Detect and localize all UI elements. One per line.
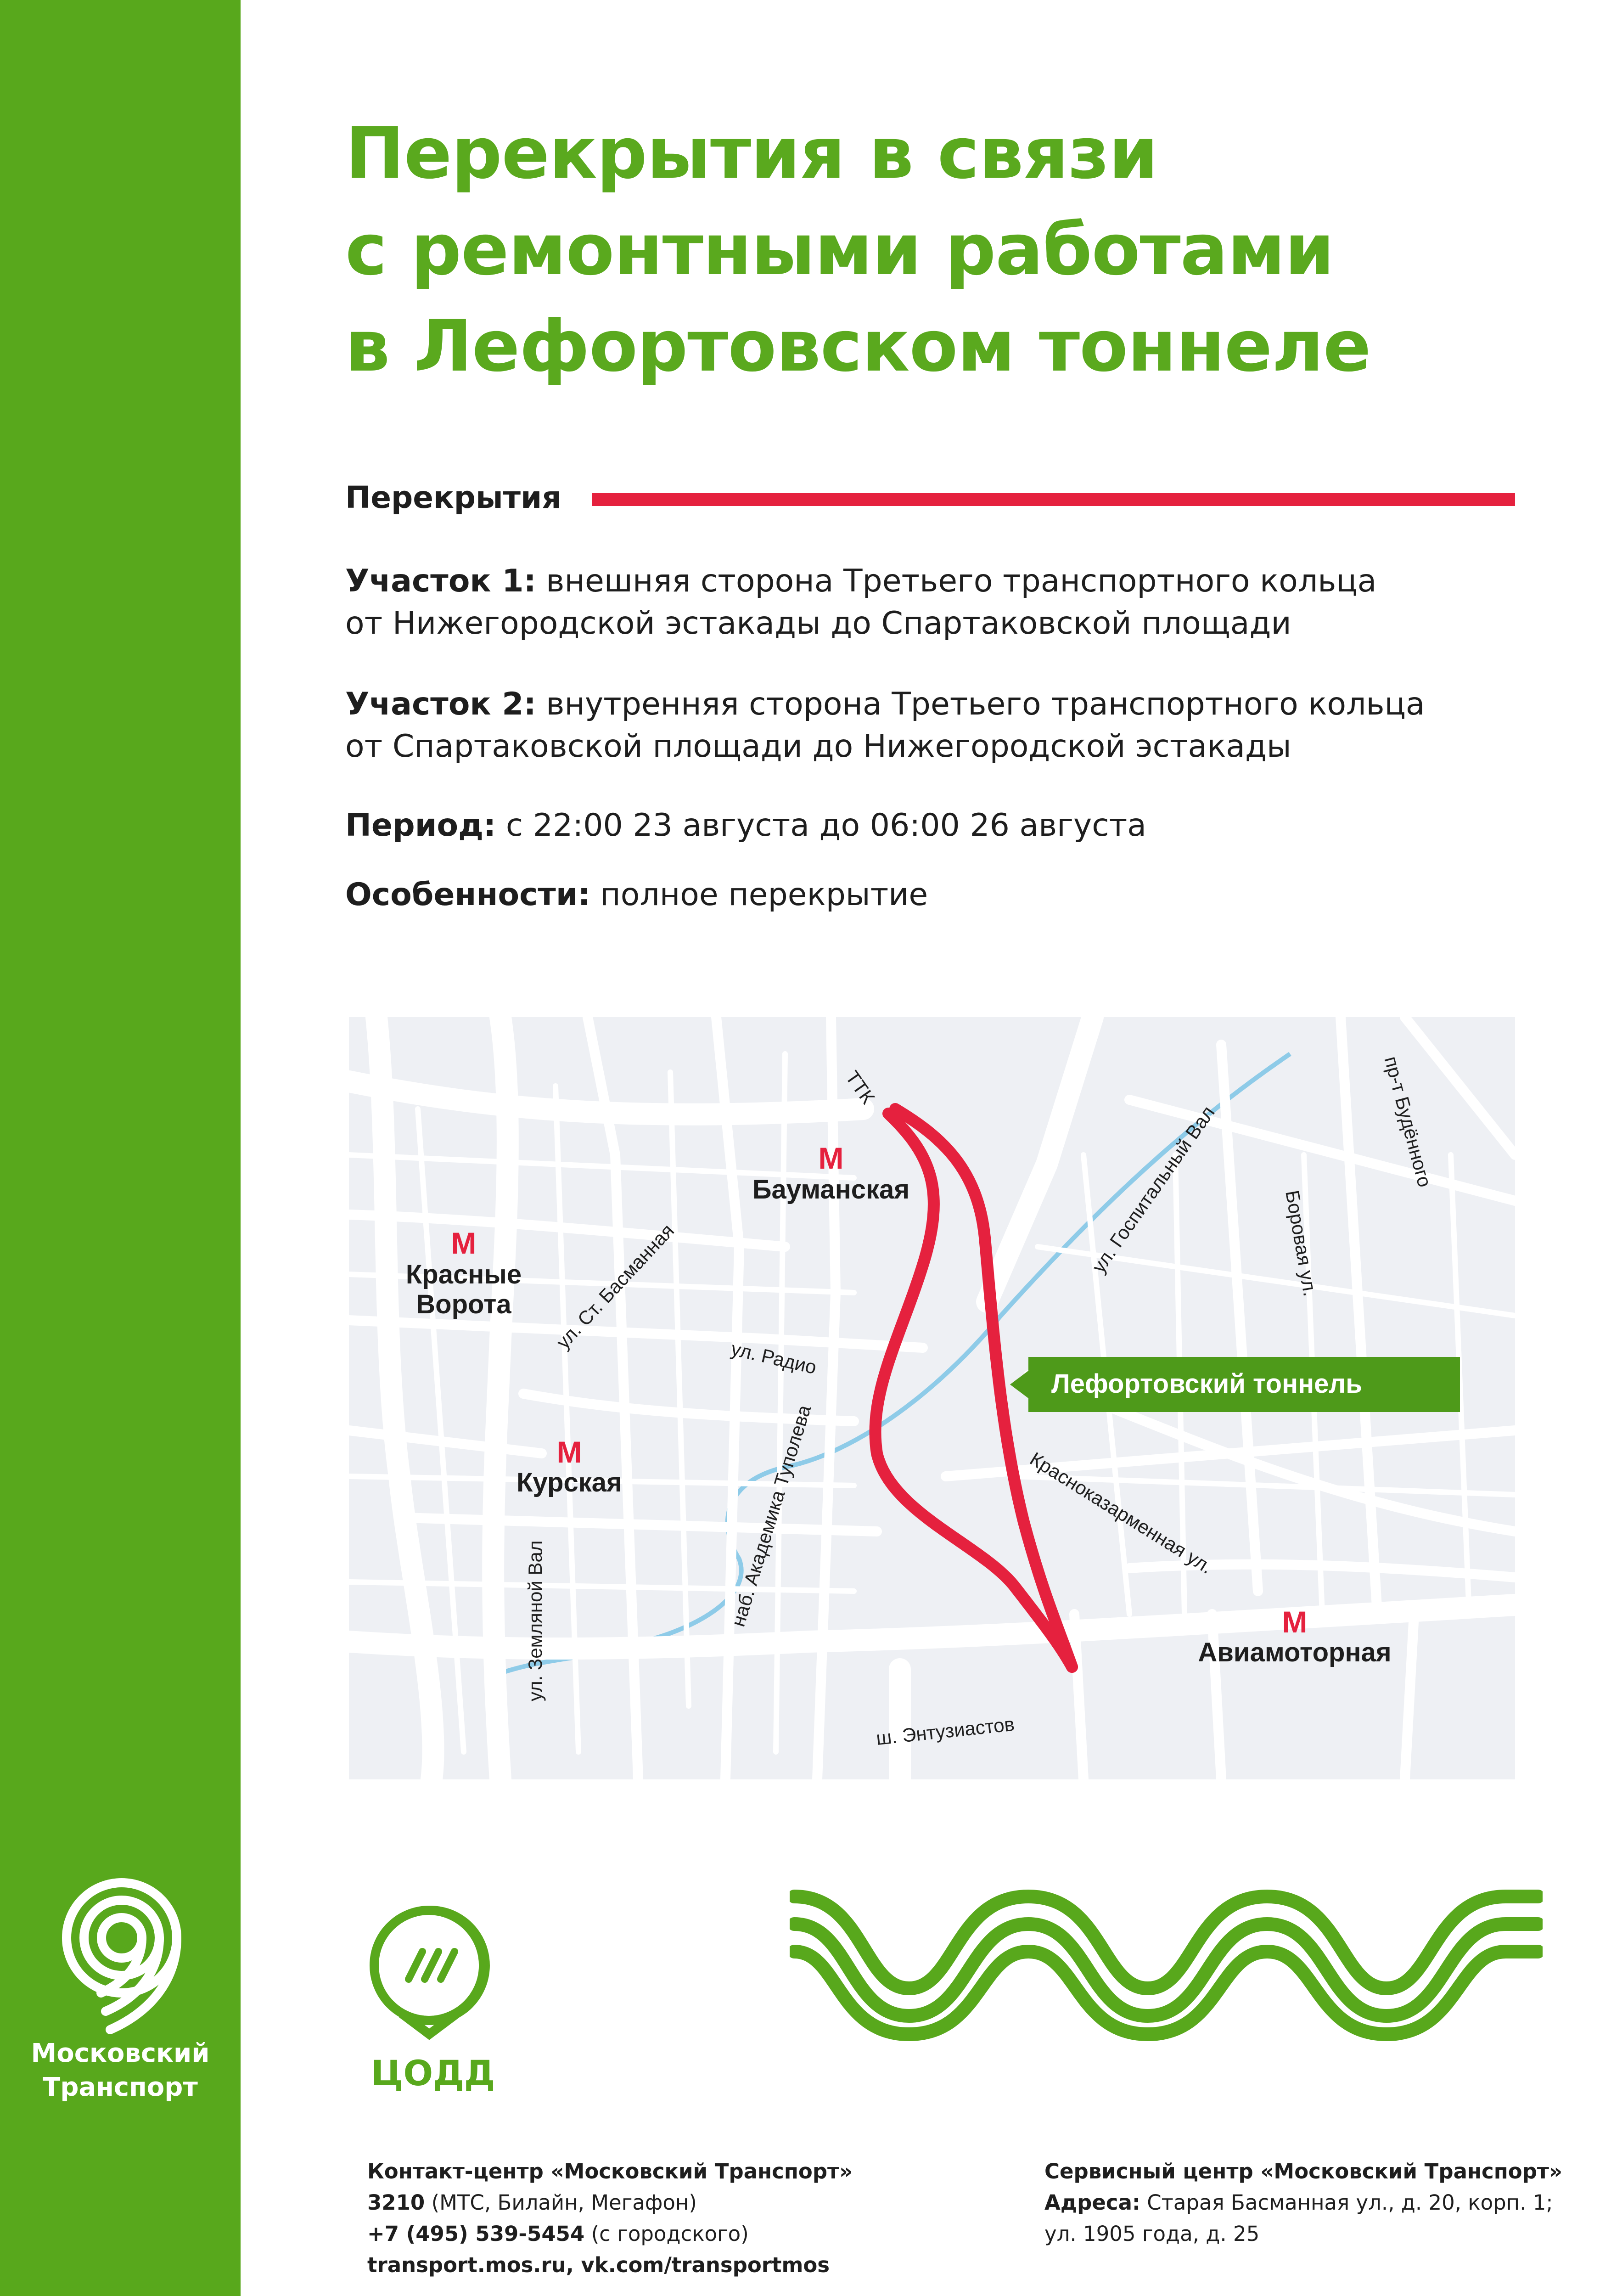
street-gospitalny-val: ул. Госпитальный Вал [1087,1102,1219,1277]
service-center [1044,2156,1562,2250]
section1-info [345,560,1376,645]
street-borovaya: Боровая ул. [1281,1188,1321,1298]
short-number[interactable]: 3210 [367,2190,425,2215]
short-number-note: (МТС, Билайн, Мегафон) [431,2190,697,2215]
station-krasnye-vorota-line2: Ворота [416,1289,511,1319]
street-st-basmannaya: ул. Ст. Басманная [552,1220,679,1353]
section1-label: Участок 1: [345,563,536,599]
features-label: Особенности: [345,877,590,913]
brand-name-line1: Московский [31,2038,210,2068]
features-info [345,874,928,916]
moscow-transport-logo-icon [55,1874,188,2039]
section2-line2: от Спартаковской площади до Нижегородской эстакады [345,728,1291,765]
street-entuziastov: ш. Энтузиастов [875,1713,1016,1749]
section2-info [345,683,1425,768]
section1-line2: от Нижегородской эстакады до Спартаковской площади [345,605,1291,642]
brand-name [18,2037,222,2105]
station-krasnye-vorota-line1: Красные [405,1260,522,1289]
street-ttk: ТТК [841,1067,879,1108]
wave-ornament [790,1883,1543,2057]
codd-logo-icon [360,1901,498,2043]
address-line2: ул. 1905 года, д. 25 [1044,2222,1260,2246]
page-title [345,106,1539,395]
station-kurskaya: Курская [516,1468,622,1497]
callout-label: Лефортовский тоннель [1051,1369,1362,1399]
brand-sidebar [0,0,241,2296]
street-budyonnogo: пр-т Будённого [1380,1054,1436,1189]
closure-map [349,1017,1515,1779]
address-label: Адреса: [1044,2190,1140,2215]
brand-name-line2: Транспорт [43,2072,198,2102]
period-label: Период: [345,807,496,844]
web-links[interactable]: transport.mos.ru, vk.com/transportmos [367,2253,830,2277]
service-center-title: Сервисный центр «Московский Транспорт» [1044,2159,1563,2183]
metro-icon: М [818,1141,844,1175]
metro-icon: М [451,1226,477,1260]
station-baumanskaya: Бауманская [752,1175,910,1204]
phone-note: (с городского) [591,2222,749,2246]
street-akademika-tupoleva: наб. Академика Туполева [727,1402,815,1629]
phone-number[interactable]: +7 (495) 539-5454 [367,2222,585,2246]
metro-icon: М [1282,1605,1308,1639]
address-line1: Старая Басманная ул., д. 20, корп. 1; [1147,2190,1553,2215]
section2-line1: внутренняя сторона Третьего транспортного кольца [546,686,1425,722]
contact-center-title: Контакт-центр «Московский Транспорт» [367,2159,853,2183]
station-aviamotornaya: Авиамоторная [1198,1638,1392,1667]
features-value: полное перекрытие [600,877,928,913]
closures-heading: Перекрытия [345,480,561,515]
street-krasnokazarmennaya: Красноказарменная ул. [1026,1447,1217,1578]
period-info [345,805,1146,847]
title-line3: в Лефортовском тоннеле [345,305,1371,388]
contact-center [367,2156,853,2281]
section2-label: Участок 2: [345,686,536,722]
codd-label: ЦОДД [371,2053,495,2093]
street-zemlyanoy-val: ул. Земляной Вал [524,1540,546,1701]
map-canvas [349,1017,1515,1779]
section1-line1: внешняя сторона Третьего транспортного кольца [546,563,1377,599]
tunnel-callout [1010,1357,1460,1412]
closures-divider [592,493,1515,506]
street-radio: ул. Радио [729,1337,819,1379]
metro-icon: М [556,1435,582,1469]
period-value: с 22:00 23 августа до 06:00 26 августа [505,807,1146,844]
title-line1: Перекрытия в связи [345,113,1158,195]
title-line2: с ремонтными работами [345,209,1334,291]
